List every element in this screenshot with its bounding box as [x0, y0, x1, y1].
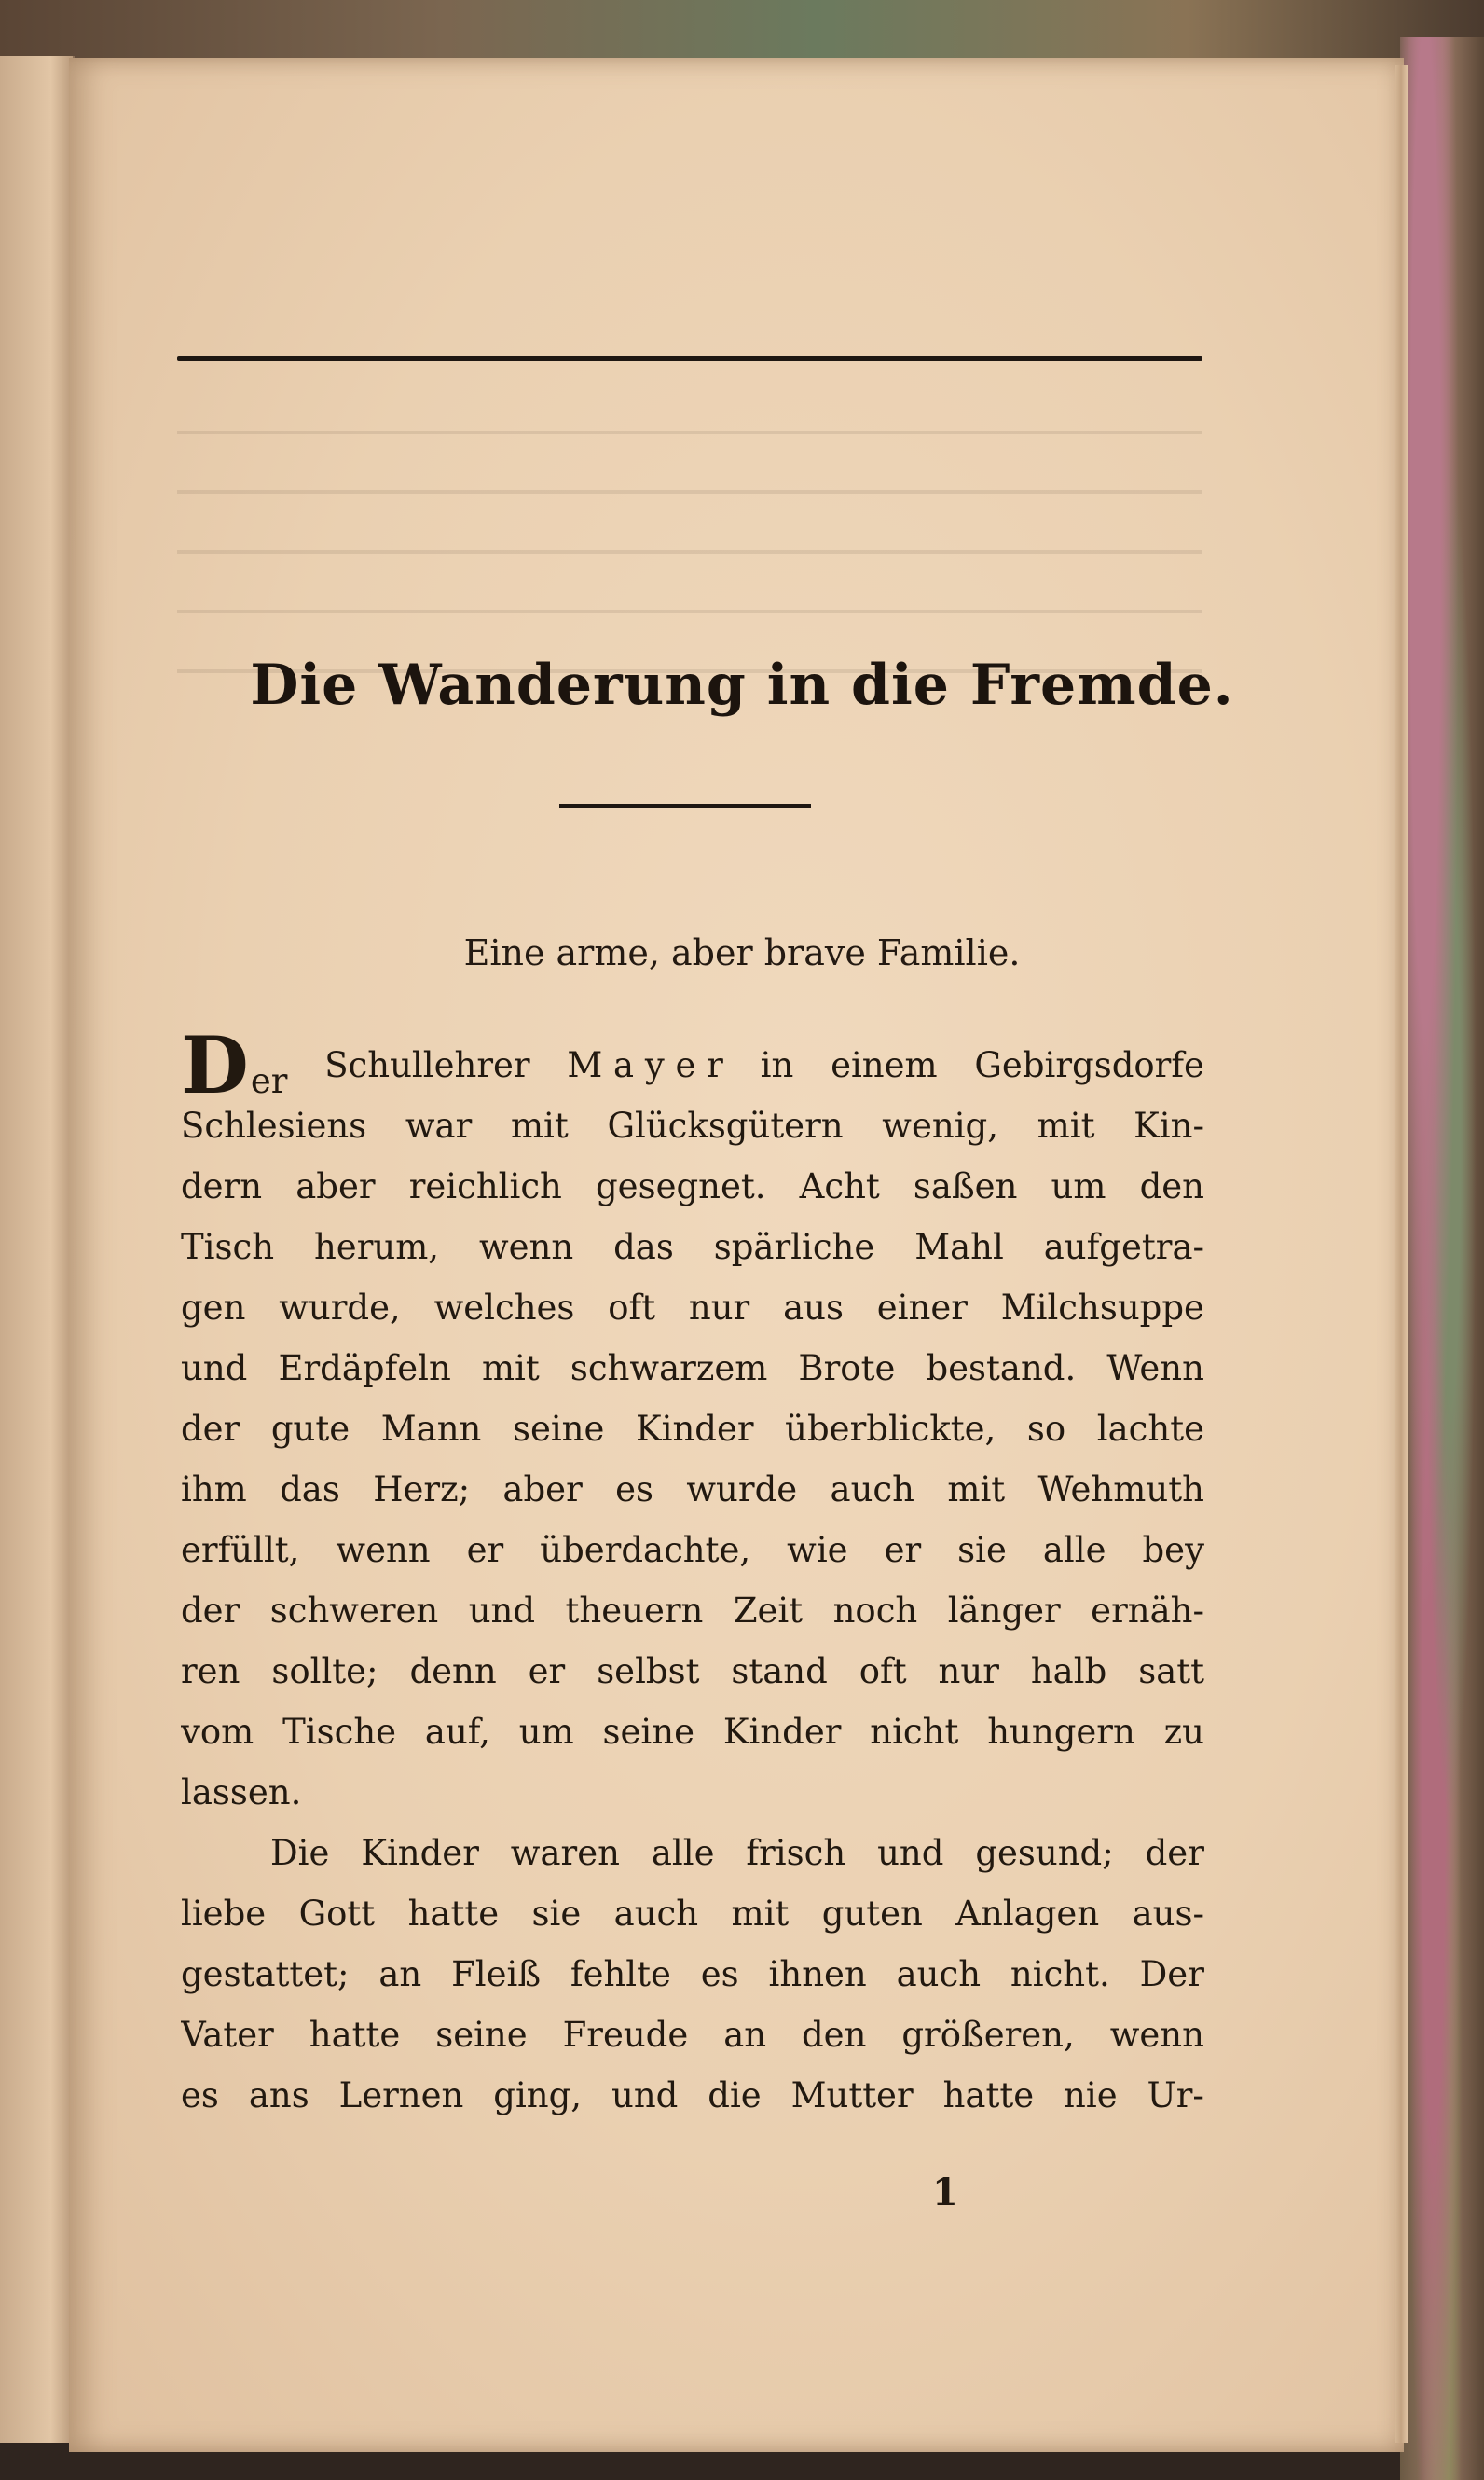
word: gesegnet. — [596, 1166, 766, 1206]
word: sollte; — [271, 1651, 378, 1691]
word: Mann — [380, 1409, 482, 1449]
word: wie — [787, 1530, 848, 1570]
word: wenn — [336, 1530, 431, 1570]
word: überblickte, — [785, 1409, 996, 1449]
text-line — [181, 1338, 1204, 1398]
word: mit — [510, 1106, 569, 1146]
word: oft — [859, 1651, 907, 1691]
word: und — [877, 1833, 944, 1873]
word: Schullehrer — [324, 1045, 530, 1085]
word: gesund; — [975, 1833, 1114, 1873]
word: auch — [830, 1469, 914, 1509]
word: auch — [896, 1954, 982, 1994]
word: lachte — [1096, 1409, 1204, 1449]
word: Gott — [298, 1894, 376, 1934]
word: ren — [181, 1651, 240, 1691]
text-line — [181, 1944, 1204, 2005]
word: auch — [613, 1894, 699, 1934]
word: Kinder — [361, 1833, 479, 1873]
book-cover-marbled-edge — [1400, 37, 1484, 2480]
word: fehlte — [570, 1954, 671, 1994]
word: Kinder — [636, 1409, 754, 1449]
word: herum, — [313, 1227, 440, 1267]
word: vom — [181, 1712, 254, 1752]
word: Acht — [799, 1166, 880, 1206]
word: seine — [602, 1712, 694, 1752]
word: Brote — [798, 1348, 896, 1388]
word: Erdäpfeln — [278, 1348, 451, 1388]
word: selbst — [597, 1651, 700, 1691]
word: wurde — [686, 1469, 798, 1509]
word: die — [708, 2075, 762, 2115]
word: er — [884, 1530, 922, 1570]
text-line — [181, 1580, 1204, 1641]
word: mit — [1037, 1106, 1095, 1146]
text-line — [181, 2005, 1204, 2065]
word: Die — [270, 1833, 330, 1873]
page-fore-edge — [1395, 65, 1408, 2443]
word: liebe — [181, 1894, 267, 1934]
word: Freude — [562, 2015, 689, 2055]
word: waren — [510, 1833, 620, 1873]
word: satt — [1138, 1651, 1204, 1691]
word: Milchsuppe — [1000, 1288, 1204, 1328]
text-line — [181, 1702, 1204, 1762]
facing-page-edge — [0, 56, 75, 2443]
word: mit — [731, 1894, 790, 1934]
word: nur — [938, 1651, 999, 1691]
word: Glücksgütern — [607, 1106, 844, 1146]
word: und — [181, 1348, 248, 1388]
text-line — [181, 1277, 1204, 1338]
word: nie — [1064, 2075, 1118, 2115]
word: theuern — [565, 1591, 704, 1631]
text-line — [181, 1035, 1204, 1095]
word: größeren, — [901, 2015, 1075, 2055]
word: an — [723, 2015, 767, 2055]
word: Ur- — [1147, 2075, 1204, 2115]
chapter-title: Die Wanderung in die Fremde. — [250, 653, 1234, 718]
text-line — [181, 1520, 1204, 1580]
text-line — [181, 1398, 1204, 1459]
word: saßen — [913, 1166, 1018, 1206]
word: Kinder — [722, 1712, 842, 1752]
word: das — [613, 1227, 674, 1267]
word: das — [280, 1469, 340, 1509]
word: der — [1145, 1833, 1204, 1873]
word: in — [760, 1045, 794, 1085]
word: Wehmuth — [1037, 1469, 1204, 1509]
word: gestattet; — [181, 1954, 350, 1994]
word: Tisch — [181, 1227, 275, 1267]
word: seine — [512, 1409, 605, 1449]
word: denn — [409, 1651, 497, 1691]
text-line — [181, 1459, 1204, 1520]
word: Gebirgsdorfe — [974, 1045, 1204, 1085]
word: aber — [502, 1469, 583, 1509]
word: wenn — [478, 1227, 574, 1267]
word: war — [405, 1106, 473, 1146]
word: länger — [947, 1591, 1061, 1631]
word: den — [802, 2015, 867, 2055]
word: gute — [270, 1409, 350, 1449]
word: nur — [688, 1288, 750, 1328]
text-line — [181, 1823, 1204, 1883]
word: M a y e r — [567, 1045, 723, 1085]
word: hatte — [407, 1894, 500, 1934]
word: stand — [731, 1651, 828, 1691]
word: Mahl — [914, 1227, 1004, 1267]
word: aus- — [1132, 1894, 1204, 1934]
body-text — [181, 1035, 1204, 2126]
word: schwarzem — [570, 1348, 768, 1388]
text-line — [181, 1217, 1204, 1277]
word: Vater — [181, 2015, 274, 2055]
word: hatte — [309, 2015, 401, 2055]
word: mit — [947, 1469, 1006, 1509]
word: wurde, — [279, 1288, 401, 1328]
word: er — [466, 1530, 504, 1570]
word: Herz; — [373, 1469, 471, 1509]
word: Mutter — [790, 2075, 914, 2115]
word: um — [1051, 1166, 1106, 1206]
word: nicht — [870, 1712, 959, 1752]
word: dern — [181, 1166, 263, 1206]
title-divider-rule — [559, 804, 811, 808]
word: alle — [1042, 1530, 1106, 1570]
word: alle — [651, 1833, 715, 1873]
word: so — [1026, 1409, 1066, 1449]
word: spärliche — [713, 1227, 875, 1267]
word: Anlagen — [955, 1894, 1100, 1934]
word: auf, — [424, 1712, 490, 1752]
word: frisch — [746, 1833, 846, 1873]
word: der — [181, 1591, 240, 1631]
text-line — [181, 1641, 1204, 1702]
word: ernäh- — [1091, 1591, 1204, 1631]
text-line — [181, 1762, 1204, 1823]
word: er — [528, 1651, 566, 1691]
word: einer — [876, 1288, 968, 1328]
first-word — [181, 1035, 287, 1095]
word: Kin- — [1134, 1106, 1204, 1146]
word: ging, — [493, 2075, 583, 2115]
word: aufgetra- — [1043, 1227, 1204, 1267]
word: und — [611, 2075, 679, 2115]
word: welches — [433, 1288, 575, 1328]
word: Tische — [282, 1712, 397, 1752]
word: Fleiß — [451, 1954, 542, 1994]
text-line — [181, 1156, 1204, 1217]
word: gen — [181, 1288, 246, 1328]
word: mit — [481, 1348, 540, 1388]
word: erfüllt, — [181, 1530, 300, 1570]
word: hungern — [987, 1712, 1135, 1752]
word: Zeit — [733, 1591, 804, 1631]
word: lassen. — [181, 1772, 302, 1812]
word: Schlesiens — [181, 1106, 367, 1146]
text-line — [181, 2065, 1204, 2126]
word: aus — [783, 1288, 844, 1328]
word: bestand. — [926, 1348, 1077, 1388]
word: bey — [1142, 1530, 1204, 1570]
word: und — [468, 1591, 536, 1631]
word: es — [615, 1469, 654, 1509]
page-number: 1 — [932, 2170, 958, 2214]
text-line — [181, 1095, 1204, 1156]
word: zu — [1163, 1712, 1204, 1752]
word: schweren — [269, 1591, 439, 1631]
word: ihnen — [768, 1954, 867, 1994]
word: es — [700, 1954, 739, 1994]
word: noch — [832, 1591, 918, 1631]
word: um — [518, 1712, 574, 1752]
section-subtitle: Eine arme, aber brave Familie. — [463, 932, 1021, 973]
word: an — [378, 1954, 422, 1994]
word: der — [181, 1409, 240, 1449]
word: reichlich — [408, 1166, 562, 1206]
word: Wenn — [1106, 1348, 1204, 1388]
word: oft — [608, 1288, 656, 1328]
word: wenn — [1109, 2015, 1204, 2055]
word: ans — [248, 2075, 309, 2115]
word: es — [181, 2075, 219, 2115]
word: hatte — [942, 2075, 1035, 2115]
word: seine — [435, 2015, 528, 2055]
drop-cap: D — [181, 1035, 249, 1095]
word: Der — [1139, 1954, 1204, 1994]
header-rule — [177, 356, 1202, 361]
word: ihm — [181, 1469, 247, 1509]
word: einem — [831, 1045, 938, 1085]
first-word-rest: er — [250, 1061, 288, 1095]
word: guten — [821, 1894, 923, 1934]
word: sie — [531, 1894, 582, 1934]
word: wenig, — [882, 1106, 998, 1146]
word: Lernen — [338, 2075, 464, 2115]
word: aber — [295, 1166, 376, 1206]
word: den — [1139, 1166, 1204, 1206]
word: nicht. — [1010, 1954, 1110, 1994]
word: halb — [1030, 1651, 1107, 1691]
word: sie — [957, 1530, 1007, 1570]
text-line — [181, 1883, 1204, 1944]
word: überdachte, — [540, 1530, 751, 1570]
